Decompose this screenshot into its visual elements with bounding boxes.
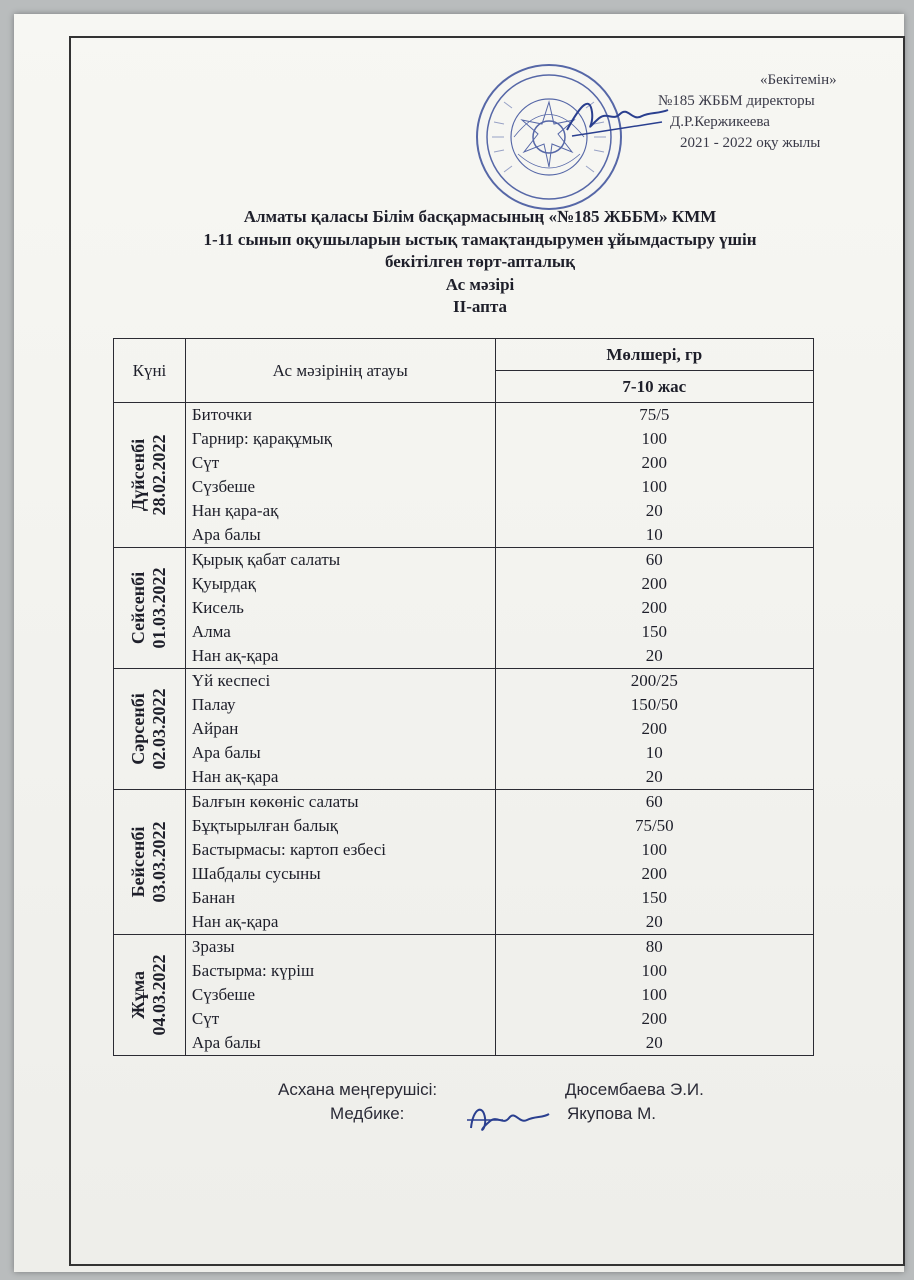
dish-name: Бастырмасы: картоп езбесі bbox=[191, 840, 386, 859]
day-label bbox=[128, 435, 170, 516]
dish-quantity: 20 bbox=[645, 501, 663, 520]
day-name: Бейсенбі bbox=[128, 826, 149, 898]
dish-names-cell bbox=[185, 790, 495, 935]
day-date: 01.03.2022 bbox=[149, 567, 170, 649]
dish-name: Бұқтырылған балық bbox=[191, 816, 339, 835]
day-cell bbox=[114, 790, 186, 935]
dish-quantity: 100 bbox=[641, 985, 668, 1004]
day-label bbox=[128, 568, 170, 649]
day-label bbox=[128, 689, 170, 770]
dish-quantity: 60 bbox=[645, 550, 663, 569]
dish-name: Бастырма: күріш bbox=[191, 961, 315, 980]
quantities-cell bbox=[495, 669, 813, 790]
day-date: 02.03.2022 bbox=[149, 688, 170, 770]
dish-name: Ара балы bbox=[191, 525, 261, 544]
approval-block bbox=[640, 70, 870, 154]
approval-year: 2021 - 2022 оқу жылы bbox=[680, 135, 821, 151]
approval-position: №185 ЖББМ директоры bbox=[658, 93, 815, 109]
table-row bbox=[114, 935, 814, 1056]
day-cell bbox=[114, 548, 186, 669]
dish-name: Қуырдақ bbox=[191, 574, 256, 593]
day-label bbox=[128, 955, 170, 1036]
dish-names-cell bbox=[185, 935, 495, 1056]
header-age-group: 7-10 жас bbox=[495, 371, 813, 403]
heading-organization: Алматы қаласы Білім басқармасының «№185 ЖББМ» КММ bbox=[243, 207, 717, 226]
dish-quantity: 200 bbox=[641, 1009, 668, 1028]
dish-quantity: 20 bbox=[645, 646, 663, 665]
day-date: 03.03.2022 bbox=[149, 821, 170, 903]
dish-quantity: 80 bbox=[645, 937, 663, 956]
quantities-cell bbox=[495, 403, 813, 548]
quantities-cell bbox=[495, 548, 813, 669]
dish-name: Биточки bbox=[191, 405, 252, 424]
dish-name: Үй кеспесі bbox=[191, 671, 271, 690]
dish-names-cell bbox=[185, 548, 495, 669]
table-row bbox=[114, 669, 814, 790]
day-name: Дүйсенбі bbox=[128, 438, 149, 512]
footer-nurse-label: Медбике: bbox=[330, 1104, 405, 1123]
dish-name: Нан ақ-қара bbox=[191, 767, 279, 786]
quantities-cell bbox=[495, 790, 813, 935]
dish-name: Нан ақ-қара bbox=[191, 912, 279, 931]
menu-table bbox=[113, 338, 814, 1056]
approval-director-name: Д.Р.Кержикеева bbox=[670, 114, 770, 130]
dish-quantity: 20 bbox=[645, 1033, 663, 1052]
dish-quantity: 200 bbox=[641, 864, 668, 883]
dish-name: Палау bbox=[191, 695, 236, 714]
dish-names-cell bbox=[185, 669, 495, 790]
dish-quantity: 60 bbox=[645, 792, 663, 811]
dish-quantity: 150 bbox=[641, 622, 668, 641]
footer-nurse-name: Якупова М. bbox=[567, 1104, 656, 1123]
dish-quantity: 150/50 bbox=[630, 695, 678, 714]
day-cell bbox=[114, 669, 186, 790]
day-name: Сәрсенбі bbox=[128, 693, 149, 765]
dish-quantity: 10 bbox=[645, 743, 663, 762]
dish-quantity: 20 bbox=[645, 767, 663, 786]
quantities-cell bbox=[495, 935, 813, 1056]
dish-quantity: 10 bbox=[645, 525, 663, 544]
dish-name: Шабдалы сусыны bbox=[191, 864, 321, 883]
dish-name: Нан ақ-қара bbox=[191, 646, 279, 665]
day-date: 04.03.2022 bbox=[149, 954, 170, 1036]
dish-name: Ара балы bbox=[191, 1033, 261, 1052]
dish-name: Сүзбеше bbox=[191, 985, 256, 1004]
day-name: Сейсенбі bbox=[128, 571, 149, 645]
header-quantity: Мөлшері, гр bbox=[495, 339, 813, 371]
dish-quantity: 200/25 bbox=[630, 671, 678, 690]
dish-quantity: 100 bbox=[641, 961, 668, 980]
dish-name: Қырық қабат салаты bbox=[191, 550, 341, 569]
dish-quantity: 100 bbox=[641, 429, 668, 448]
dish-quantity: 200 bbox=[641, 719, 668, 738]
day-date: 28.02.2022 bbox=[149, 434, 170, 516]
header-day: Күні bbox=[114, 339, 186, 403]
dish-name: Алма bbox=[191, 622, 231, 641]
day-cell bbox=[114, 935, 186, 1056]
dish-quantity: 75/50 bbox=[634, 816, 674, 835]
dish-name: Сүт bbox=[191, 453, 220, 472]
nurse-signature-icon bbox=[463, 1098, 553, 1140]
document-heading bbox=[100, 206, 860, 319]
dish-name: Ара балы bbox=[191, 743, 261, 762]
dish-quantity: 150 bbox=[641, 888, 668, 907]
dish-name: Банан bbox=[191, 888, 235, 907]
dish-name: Сүзбеше bbox=[191, 477, 256, 496]
day-name: Жұма bbox=[128, 971, 149, 1019]
dish-quantity: 200 bbox=[641, 598, 668, 617]
day-label bbox=[128, 822, 170, 903]
dish-quantity: 200 bbox=[641, 574, 668, 593]
day-cell bbox=[114, 403, 186, 548]
dish-quantity: 100 bbox=[641, 840, 668, 859]
dish-quantity: 200 bbox=[641, 453, 668, 472]
footer-cook-label: Асхана меңгерушісі: bbox=[278, 1080, 438, 1099]
footer-cook-name: Дюсембаева Э.И. bbox=[565, 1080, 704, 1099]
dish-quantity: 100 bbox=[641, 477, 668, 496]
dish-name: Сүт bbox=[191, 1009, 220, 1028]
heading-week: II-апта bbox=[452, 297, 508, 316]
dish-name: Кисель bbox=[191, 598, 244, 617]
table-row bbox=[114, 548, 814, 669]
approval-title: «Бекітемін» bbox=[760, 72, 837, 88]
menu-table-body bbox=[114, 403, 814, 1056]
header-dish-name: Ас мәзірінің атауы bbox=[185, 339, 495, 403]
heading-title: Ас мәзірі bbox=[445, 274, 515, 294]
dish-names-cell bbox=[185, 403, 495, 548]
dish-quantity: 75/5 bbox=[639, 405, 670, 424]
dish-name: Айран bbox=[191, 719, 239, 738]
heading-period: бекітілген төрт-апталық bbox=[384, 252, 575, 271]
dish-name: Балғын көкөніс салаты bbox=[191, 792, 359, 811]
dish-name: Зразы bbox=[191, 937, 235, 956]
heading-purpose: 1-11 сынып оқушыларын ыстық тамақтандырумен ұйымдастыру үшін bbox=[203, 229, 757, 249]
table-row bbox=[114, 790, 814, 935]
dish-name: Нан қара-ақ bbox=[191, 501, 279, 520]
dish-name: Гарнир: қарақұмық bbox=[191, 429, 333, 448]
table-row bbox=[114, 403, 814, 548]
dish-quantity: 20 bbox=[645, 912, 663, 931]
